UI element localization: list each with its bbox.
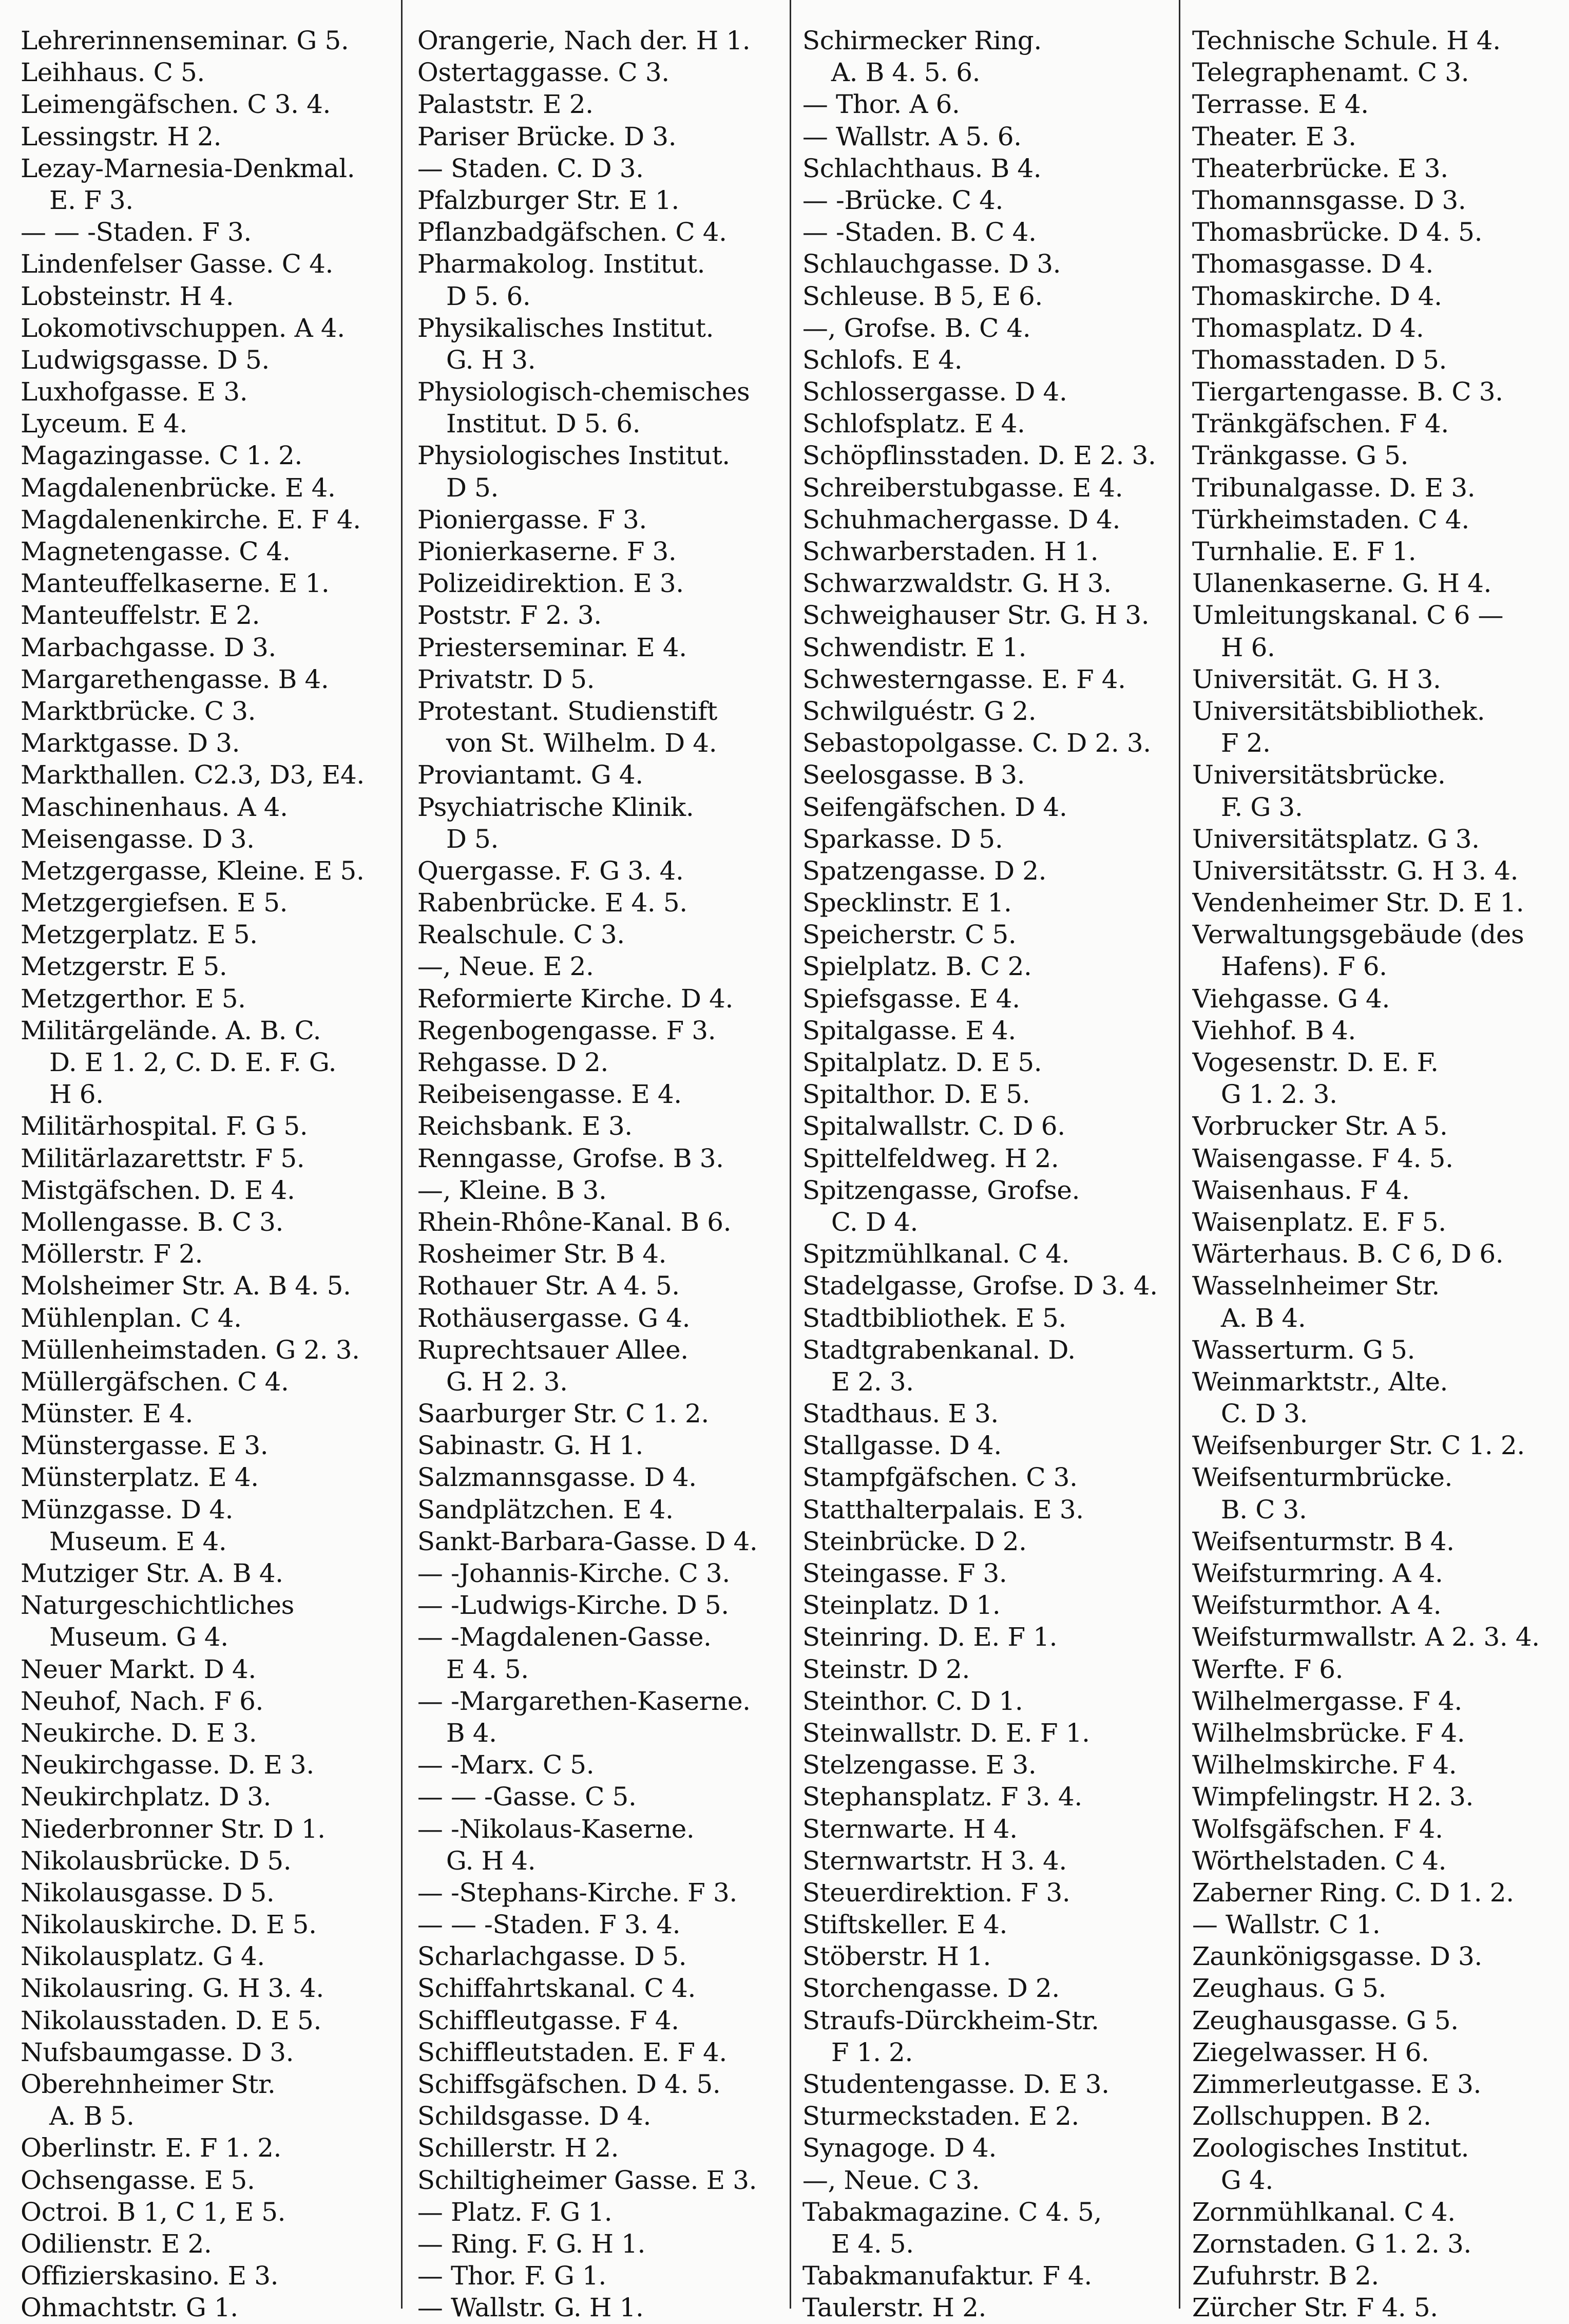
index-entry: Steinwallstr. D. E. F 1. xyxy=(802,1718,1090,1748)
index-entry: Niederbronner Str. D 1. xyxy=(21,1814,326,1844)
index-entry: Molsheimer Str. A. B 4. 5. xyxy=(21,1271,351,1301)
index-entry: Ostertaggasse. C 3. xyxy=(417,58,669,88)
index-entry: Thomasbrücke. D 4. 5. xyxy=(1192,217,1483,247)
index-entry: Priesterseminar. E 4. xyxy=(417,632,687,662)
index-entry: Spielplatz. B. C 2. xyxy=(802,951,1032,982)
index-entry: — Thor. A 6. xyxy=(802,89,960,120)
index-entry: Quergasse. F. G 3. 4. xyxy=(417,855,684,886)
index-entry: Zoologisches Institut. xyxy=(1192,2133,1469,2163)
index-entry: Steinring. D. E. F 1. xyxy=(802,1622,1058,1652)
index-entry: Wörthelstaden. C 4. xyxy=(1192,1845,1447,1876)
index-entry: Magdalenenbrücke. E 4. xyxy=(21,472,336,503)
index-entry: Münstergasse. E 3. xyxy=(21,1431,269,1461)
index-entry: Saarburger Str. C 1. 2. xyxy=(417,1399,709,1429)
index-entry: Schiffahrtskanal. C 4. xyxy=(417,1973,696,2004)
index-entry: von St. Wilhelm. D 4. xyxy=(446,728,717,758)
index-entry: D. E 1. 2, C. D. E. F. G. xyxy=(49,1047,337,1077)
index-entry: Zeughausgasse. G 5. xyxy=(1192,2005,1459,2035)
index-entry: Maschinenhaus. A 4. xyxy=(21,792,288,822)
index-entry: Schiffleutgasse. F 4. xyxy=(417,2005,679,2035)
index-entry: Metzgerthor. E 5. xyxy=(21,983,246,1014)
index-entry: Schwarberstaden. H 1. xyxy=(802,537,1099,566)
index-entry: Steinbrücke. D 2. xyxy=(802,1526,1027,1556)
index-entry: Meisengasse. D 3. xyxy=(21,824,255,854)
index-entry: Palaststr. E 2. xyxy=(417,89,594,120)
index-entry: — -Marx. C 5. xyxy=(417,1750,595,1780)
index-entry: Spitalgasse. E 4. xyxy=(802,1015,1016,1045)
index-entry: Schiltigheimer Gasse. E 3. xyxy=(417,2165,757,2195)
index-entry: Neukirchplatz. D 3. xyxy=(21,1782,272,1812)
index-entry: Wärterhaus. B. C 6, D 6. xyxy=(1192,1239,1504,1269)
index-entry: —, Neue. E 2. xyxy=(417,951,594,982)
index-entry: A. B 4. xyxy=(1220,1303,1306,1333)
index-entry: Neukirche. D. E 3. xyxy=(21,1718,257,1748)
index-entry: Thomasplatz. D 4. xyxy=(1192,313,1424,343)
index-entry: — -Staden. B. C 4. xyxy=(802,217,1037,247)
index-entry: — — -Staden. F 3. 4. xyxy=(417,1910,681,1940)
index-entry: Universitätsbrücke. xyxy=(1192,760,1446,790)
index-entry: Münsterplatz. E 4. xyxy=(21,1462,259,1493)
index-entry: Universitätsplatz. G 3. xyxy=(1192,824,1480,854)
index-entry: Oberlinstr. E. F 1. 2. xyxy=(21,2133,281,2163)
index-entry: Zimmerleutgasse. E 3. xyxy=(1192,2069,1482,2099)
index-entry: Vogesenstr. D. E. F. xyxy=(1192,1047,1439,1077)
index-entry: Weifsenturmbrücke. xyxy=(1192,1462,1453,1493)
index-entry: Museum. G 4. xyxy=(49,1622,228,1652)
index-entry: Weifsturmthor. A 4. xyxy=(1192,1590,1442,1621)
index-entry: Nikolausring. G. H 3. 4. xyxy=(21,1973,324,2004)
index-entry: Physiologisch-chemisches xyxy=(417,377,750,407)
index-entry: Mutziger Str. A. B 4. xyxy=(21,1558,283,1588)
index-entry: Schreiberstubgasse. E 4. xyxy=(802,472,1123,503)
index-entry: — Thor. F. G 1. xyxy=(417,2261,606,2291)
index-entry: Möllerstr. F 2. xyxy=(21,1239,203,1269)
index-entry: F 1. 2. xyxy=(831,2037,913,2067)
column-rule xyxy=(790,0,791,2309)
index-entry: Thomasstaden. D 5. xyxy=(1192,345,1447,375)
index-entry: Schwendistr. E 1. xyxy=(802,632,1027,662)
index-entry: — -Stephans-Kirche. F 3. xyxy=(417,1877,737,1908)
index-entry: Weifsturmring. A 4. xyxy=(1192,1558,1443,1588)
index-entry: Stadthaus. E 3. xyxy=(802,1399,999,1429)
index-entry: Lyceum. E 4. xyxy=(21,409,187,439)
index-entry: Schiffsgäfschen. D 4. 5. xyxy=(417,2069,721,2099)
index-entry: Verwaltungsgebäude (des xyxy=(1192,920,1524,950)
index-entry: Theaterbrücke. E 3. xyxy=(1192,153,1448,183)
index-entry: H 6. xyxy=(1220,632,1275,662)
index-column-4 xyxy=(1179,11,1559,2323)
index-entry: Wolfsgäfschen. F 4. xyxy=(1192,1814,1443,1844)
index-entry: Markthallen. C2.3, D3, E4. xyxy=(21,760,365,790)
index-entry: Marktbrücke. C 3. xyxy=(21,696,256,726)
index-entry: Turnhalie. E. F 1. xyxy=(1192,537,1417,566)
index-entry: Polizeidirektion. E 3. xyxy=(417,568,684,599)
index-entry: Hafens). F 6. xyxy=(1220,951,1387,982)
index-entry: Psychiatrische Klinik. xyxy=(417,792,694,822)
index-entry: Umleitungskanal. C 6 — xyxy=(1192,600,1504,631)
index-entry: Nikolausgasse. D 5. xyxy=(21,1877,275,1908)
index-entry: Nikolausstaden. D. E 5. xyxy=(21,2005,321,2035)
index-entry: C. D 3. xyxy=(1220,1399,1308,1429)
index-entry: — Platz. F. G 1. xyxy=(417,2197,613,2227)
index-entry: Spitzengasse, Grofse. xyxy=(802,1175,1080,1205)
index-entry: Lobsteinstr. H 4. xyxy=(21,281,234,311)
index-entry: Schlofs. E 4. xyxy=(802,345,963,375)
index-entry: Rehgasse. D 2. xyxy=(417,1047,608,1077)
index-entry: Vorbrucker Str. A 5. xyxy=(1192,1111,1448,1141)
index-entry: Nikolausbrücke. D 5. xyxy=(21,1845,292,1876)
index-entry: Physiologisches Institut. xyxy=(417,441,730,471)
index-entry: Viehgasse. G 4. xyxy=(1192,983,1390,1014)
index-entry: Offizierskasino. E 3. xyxy=(21,2261,279,2291)
index-entry: Seifengäfschen. D 4. xyxy=(802,792,1067,822)
index-entry: Spittelfeldweg. H 2. xyxy=(802,1143,1059,1173)
index-entry: Spatzengasse. D 2. xyxy=(802,855,1047,886)
index-entry: Türkheimstaden. C 4. xyxy=(1192,504,1469,535)
index-entry: — Staden. C. D 3. xyxy=(417,153,644,183)
index-entry: Neuhof, Nach. F 6. xyxy=(21,1686,264,1716)
index-entry: Seelosgasse. B 3. xyxy=(802,760,1025,790)
index-entry: Lokomotivschuppen. A 4. xyxy=(21,313,345,343)
index-entry: Magdalenenkirche. E. F 4. xyxy=(21,504,361,535)
index-entry: Stampfgäfschen. C 3. xyxy=(802,1462,1078,1493)
index-entry: D 5. xyxy=(446,472,499,503)
index-entry: Zornmühlkanal. C 4. xyxy=(1192,2197,1456,2227)
index-entry: Schwilguéstr. G 2. xyxy=(802,696,1037,726)
index-entry: Synagoge. D 4. xyxy=(802,2133,997,2163)
index-entry: Wilhelmskirche. F 4. xyxy=(1192,1750,1457,1780)
index-entry: Sabinastr. G. H 1. xyxy=(417,1431,643,1461)
index-entry: Wasserturm. G 5. xyxy=(1192,1335,1415,1365)
index-entry: Pioniergasse. F 3. xyxy=(417,504,647,535)
index-entry: F. G 3. xyxy=(1220,792,1303,822)
index-entry: Viehhof. B 4. xyxy=(1192,1015,1356,1045)
index-entry: —, Grofse. B. C 4. xyxy=(802,313,1031,343)
index-entry: E 4. 5. xyxy=(831,2228,914,2259)
index-entry: Stöberstr. H 1. xyxy=(802,1941,991,1972)
index-entry: Tabakmagazine. C 4. 5, xyxy=(802,2197,1102,2227)
index-entry: Zaunkönigsgasse. D 3. xyxy=(1192,1941,1482,1972)
index-entry: Schuhmachergasse. D 4. xyxy=(802,504,1121,535)
index-entry: Stadtgrabenkanal. D. xyxy=(802,1335,1076,1365)
index-entry: Rhein-Rhône-Kanal. B 6. xyxy=(417,1207,732,1237)
index-entry: Spitalwallstr. C. D 6. xyxy=(802,1111,1065,1141)
index-entry: Octroi. B 1, C 1, E 5. xyxy=(21,2197,286,2227)
index-entry: Statthalterpalais. E 3. xyxy=(802,1494,1084,1525)
index-entry: Stallgasse. D 4. xyxy=(802,1431,1002,1461)
index-entry: Speicherstr. C 5. xyxy=(802,920,1017,950)
index-entry: Specklinstr. E 1. xyxy=(802,888,1012,918)
index-entry: Lindenfelser Gasse. C 4. xyxy=(21,249,334,279)
index-entry: Marktgasse. D 3. xyxy=(21,728,240,758)
index-entry: Sankt-Barbara-Gasse. D 4. xyxy=(417,1526,758,1556)
index-entry: Leihhaus. C 5. xyxy=(21,58,205,88)
index-entry: Ruprechtsauer Allee. xyxy=(417,1335,688,1365)
index-entry: Waisenplatz. E. F 5. xyxy=(1192,1207,1446,1237)
index-entry: Poststr. F 2. 3. xyxy=(417,600,602,631)
index-entry: Neuer Markt. D 4. xyxy=(21,1654,256,1684)
index-entry: Privatstr. D 5. xyxy=(417,664,595,694)
index-entry: Tränkgasse. G 5. xyxy=(1192,441,1409,471)
index-entry: Magnetengasse. C 4. xyxy=(21,537,291,566)
index-entry: Spitalplatz. D. E 5. xyxy=(802,1047,1042,1077)
column-rule xyxy=(1179,0,1180,2309)
index-entry: Sturmeckstaden. E 2. xyxy=(802,2101,1079,2131)
index-entry: Vendenheimer Str. D. E 1. xyxy=(1192,888,1524,918)
index-entry: Tränkgäfschen. F 4. xyxy=(1192,409,1449,439)
index-entry: Pharmakolog. Institut. xyxy=(417,249,705,279)
index-entry: Zaberner Ring. C. D 1. 2. xyxy=(1192,1877,1514,1908)
index-entry: Schwarzwaldstr. G. H 3. xyxy=(802,568,1112,599)
index-entry: B 4. xyxy=(446,1718,497,1748)
index-entry: Marbachgasse. D 3. xyxy=(21,632,276,662)
index-entry: Salzmannsgasse. D 4. xyxy=(417,1462,697,1493)
index-entry: Manteuffelstr. E 2. xyxy=(21,600,260,631)
index-entry: Mollengasse. B. C 3. xyxy=(21,1207,283,1237)
index-entry: D 5. 6. xyxy=(446,281,531,311)
index-entry: — Wallstr. C 1. xyxy=(1192,1910,1381,1940)
index-entry: Terrasse. E 4. xyxy=(1192,89,1369,120)
index-entry: Oberehnheimer Str. xyxy=(21,2069,276,2099)
index-entry: — -Nikolaus-Kaserne. xyxy=(417,1814,695,1844)
index-entry: Tiergartengasse. B. C 3. xyxy=(1192,377,1503,407)
index-entry: Spitalthor. D. E 5. xyxy=(802,1079,1030,1110)
index-entry: Schiffleutstaden. E. F 4. xyxy=(417,2037,727,2067)
index-entry: Zeughaus. G 5. xyxy=(1192,1973,1387,2004)
index-entry: Universitätsstr. G. H 3. 4. xyxy=(1192,855,1519,886)
index-entry: Nufsbaumgasse. D 3. xyxy=(21,2037,294,2067)
index-entry: F 2. xyxy=(1220,728,1271,758)
index-entry: Pflanzbadgäfschen. C 4. xyxy=(417,217,727,247)
index-entry: Zornstaden. G 1. 2. 3. xyxy=(1192,2228,1471,2259)
index-entry: Weinmarktstr., Alte. xyxy=(1192,1366,1448,1397)
index-entry: Luxhofgasse. E 3. xyxy=(21,377,248,407)
index-entry: — -Margarethen-Kaserne. xyxy=(417,1686,751,1716)
index-entry: — -Johannis-Kirche. C 3. xyxy=(417,1558,730,1588)
index-entry: Zürcher Str. F 4. 5. xyxy=(1192,2293,1438,2323)
index-entry: Zufuhrstr. B 2. xyxy=(1192,2261,1379,2291)
index-entry: — Wallstr. G. H 1. xyxy=(417,2293,644,2323)
index-entry: Technische Schule. H 4. xyxy=(1192,26,1501,55)
index-entry: Stiftskeller. E 4. xyxy=(802,1910,1008,1940)
index-entry: Sparkasse. D 5. xyxy=(802,824,1003,854)
index-entry: Reibeisengasse. E 4. xyxy=(417,1079,682,1110)
index-entry: D 5. xyxy=(446,824,499,854)
index-entry: Schildsgasse. D 4. xyxy=(417,2101,651,2131)
index-entry: Militärlazarettstr. F 5. xyxy=(21,1143,305,1173)
index-entry: Proviantamt. G 4. xyxy=(417,760,643,790)
index-entry: Wimpfelingstr. H 2. 3. xyxy=(1192,1782,1474,1812)
index-entry: Reichsbank. E 3. xyxy=(417,1111,633,1141)
index-entry: Thomasgasse. D 4. xyxy=(1192,249,1433,279)
index-entry: Steinstr. D 2. xyxy=(802,1654,970,1684)
index-entry: Schleuse. B 5, E 6. xyxy=(802,281,1043,311)
index-entry: Protestant. Studienstift xyxy=(417,696,717,726)
index-entry: Regenbogengasse. F 3. xyxy=(417,1015,716,1045)
index-entry: Schweighauser Str. G. H 3. xyxy=(802,600,1150,631)
index-entry: Stadtbibliothek. E 5. xyxy=(802,1303,1066,1333)
index-entry: Lezay-Marnesia-Denkmal. xyxy=(21,153,355,183)
index-entry: Wasselnheimer Str. xyxy=(1192,1271,1440,1301)
index-entry: Metzgergiefsen. E 5. xyxy=(21,888,288,918)
index-entry: Steinplatz. D 1. xyxy=(802,1590,1001,1621)
index-entry: Rabenbrücke. E 4. 5. xyxy=(417,888,687,918)
index-entry: — Wallstr. A 5. 6. xyxy=(802,121,1022,151)
index-entry: Renngasse, Grofse. B 3. xyxy=(417,1143,724,1173)
index-entry: Waisenhaus. F 4. xyxy=(1192,1175,1410,1205)
index-entry: G. H 4. xyxy=(446,1845,536,1876)
index-entry: C. D 4. xyxy=(831,1207,919,1237)
index-entry: Institut. D 5. 6. xyxy=(446,409,641,439)
index-entry: Steinthor. C. D 1. xyxy=(802,1686,1023,1716)
index-entry: — — -Gasse. C 5. xyxy=(417,1782,637,1812)
index-entry: Sternwartstr. H 3. 4. xyxy=(802,1845,1067,1876)
index-entry: Metzgergasse, Kleine. E 5. xyxy=(21,855,365,886)
index-entry: —, Neue. C 3. xyxy=(802,2165,980,2195)
index-entry: Münster. E 4. xyxy=(21,1399,194,1429)
index-entry: Sternwarte. H 4. xyxy=(802,1814,1018,1844)
index-entry: —, Kleine. B 3. xyxy=(417,1175,607,1205)
index-entry: Metzgerstr. E 5. xyxy=(21,951,227,982)
index-entry: Rothäusergasse. G 4. xyxy=(417,1303,691,1333)
index-entry: Studentengasse. D. E 3. xyxy=(802,2069,1109,2099)
index-entry: Schlofsplatz. E 4. xyxy=(802,409,1025,439)
index-entry: Schlossergasse. D 4. xyxy=(802,377,1067,407)
index-entry: Naturgeschichtliches xyxy=(21,1590,294,1621)
index-entry: Taulerstr. H 2. xyxy=(802,2293,986,2323)
index-entry: Ziegelwasser. H 6. xyxy=(1192,2037,1429,2067)
index-entry: Schillerstr. H 2. xyxy=(417,2133,619,2163)
index-entry: Ochsengasse. E 5. xyxy=(21,2165,255,2195)
index-entry: E 2. 3. xyxy=(831,1366,914,1397)
index-entry: Münzgasse. D 4. xyxy=(21,1494,234,1525)
index-entry: Sandplätzchen. E 4. xyxy=(417,1494,674,1525)
index-entry: — -Magdalenen-Gasse. xyxy=(417,1622,712,1652)
index-entry: E. F 3. xyxy=(49,185,133,215)
index-entry: Weifsenturmstr. B 4. xyxy=(1192,1526,1455,1556)
index-entry: Schwesterngasse. E. F 4. xyxy=(802,664,1126,694)
index-entry: Lehrerinnenseminar. G 5. xyxy=(21,26,349,55)
index-column-1 xyxy=(10,11,407,2323)
index-entry: Telegraphenamt. C 3. xyxy=(1192,58,1469,88)
index-entry: Werfte. F 6. xyxy=(1192,1654,1344,1684)
index-entry: Rothauer Str. A 4. 5. xyxy=(417,1271,680,1301)
index-entry: G 4. xyxy=(1220,2165,1273,2195)
index-entry: Universitätsbibliothek. xyxy=(1192,696,1485,726)
index-entry: Straufs-Dürckheim-Str. xyxy=(802,2005,1099,2035)
index-entry: Neukirchgasse. D. E 3. xyxy=(21,1750,314,1780)
index-entry: Spitzmühlkanal. C 4. xyxy=(802,1239,1070,1269)
index-entry: Thomaskirche. D 4. xyxy=(1192,281,1442,311)
index-entry: Müllenheimstaden. G 2. 3. xyxy=(21,1335,360,1365)
index-entry: Tabakmanufaktur. F 4. xyxy=(802,2261,1092,2291)
index-entry: Pariser Brücke. D 3. xyxy=(417,121,677,151)
index-entry: Pionierkaserne. F 3. xyxy=(417,537,677,566)
index-entry: Stadelgasse, Grofse. D 3. 4. xyxy=(802,1271,1158,1301)
index-entry: Storchengasse. D 2. xyxy=(802,1973,1060,2004)
index-entry: Pfalzburger Str. E 1. xyxy=(417,185,679,215)
index-entry: Physikalisches Institut. xyxy=(417,313,714,343)
index-entry: G 1. 2. 3. xyxy=(1220,1079,1337,1110)
index-entry: Manteuffelkaserne. E 1. xyxy=(21,568,330,599)
index-entry: Militärhospital. F. G 5. xyxy=(21,1111,308,1141)
index-entry: Thomannsgasse. D 3. xyxy=(1192,185,1466,215)
index-entry: Ludwigsgasse. D 5. xyxy=(21,345,270,375)
index-entry: Steuerdirektion. F 3. xyxy=(802,1877,1070,1908)
index-entry: — -Ludwigs-Kirche. D 5. xyxy=(417,1590,729,1621)
index-entry: A. B 5. xyxy=(49,2101,135,2131)
index-entry: Spiefsgasse. E 4. xyxy=(802,983,1020,1014)
index-entry: Universität. G. H 3. xyxy=(1192,664,1441,694)
index-entry: Schlachthaus. B 4. xyxy=(802,153,1042,183)
index-entry: Sebastopolgasse. C. D 2. 3. xyxy=(802,728,1151,758)
index-entry: Schöpflinsstaden. D. E 2. 3. xyxy=(802,441,1156,471)
index-column-3 xyxy=(792,11,1179,2323)
index-entry: Schirmecker Ring. xyxy=(802,26,1042,55)
index-entry: Militärgelände. A. B. C. xyxy=(21,1015,321,1045)
index-entry: Tribunalgasse. D. E 3. xyxy=(1192,472,1476,503)
index-entry: Stelzengasse. E 3. xyxy=(802,1750,1037,1780)
index-entry: Stephansplatz. F 3. 4. xyxy=(802,1782,1082,1812)
index-entry: Leimengäfschen. C 3. 4. xyxy=(21,89,331,120)
index-entry: G. H 2. 3. xyxy=(446,1366,568,1397)
index-entry: Weifsturmwallstr. A 2. 3. 4. xyxy=(1192,1622,1540,1652)
index-entry: Orangerie, Nach der. H 1. xyxy=(417,26,751,55)
index-entry: B. C 3. xyxy=(1220,1494,1307,1525)
index-entry: Waisengasse. F 4. 5. xyxy=(1192,1143,1453,1173)
index-entry: Schlauchgasse. D 3. xyxy=(802,249,1061,279)
index-entry: Ulanenkaserne. G. H 4. xyxy=(1192,568,1491,599)
index-entry: G. H 3. xyxy=(446,345,536,375)
index-entry: — — -Staden. F 3. xyxy=(21,217,252,247)
index-entry: Mühlenplan. C 4. xyxy=(21,1303,242,1333)
index-entry: Museum. E 4. xyxy=(49,1526,227,1556)
index-entry: Nikolausplatz. G 4. xyxy=(21,1941,265,1972)
index-entry: Mistgäfschen. D. E 4. xyxy=(21,1175,295,1205)
index-entry: Lessingstr. H 2. xyxy=(21,121,222,151)
index-entry: Zollschuppen. B 2. xyxy=(1192,2101,1431,2131)
index-entry: Reformierte Kirche. D 4. xyxy=(417,983,733,1014)
index-entry: H 6. xyxy=(49,1079,104,1110)
index-entry: — -Brücke. C 4. xyxy=(802,185,1004,215)
index-entry: Scharlachgasse. D 5. xyxy=(417,1941,687,1972)
index-entry: Müllergäfschen. C 4. xyxy=(21,1366,289,1397)
index-entry: Weifsenburger Str. C 1. 2. xyxy=(1192,1431,1525,1461)
index-entry: Metzgerplatz. E 5. xyxy=(21,920,258,950)
index-entry: Wilhelmergasse. F 4. xyxy=(1192,1686,1462,1716)
index-entry: Margarethengasse. B 4. xyxy=(21,664,329,694)
index-entry: — Ring. F. G. H 1. xyxy=(417,2228,646,2259)
index-entry: Magazingasse. C 1. 2. xyxy=(21,441,302,471)
index-entry: Realschule. C 3. xyxy=(417,920,625,950)
index-entry: Steingasse. F 3. xyxy=(802,1558,1007,1588)
index-entry: Rosheimer Str. B 4. xyxy=(417,1239,667,1269)
index-entry: Wilhelmsbrücke. F 4. xyxy=(1192,1718,1465,1748)
index-entry: Odilienstr. E 2. xyxy=(21,2228,212,2259)
index-entry: Theater. E 3. xyxy=(1192,121,1356,151)
index-entry: E 4. 5. xyxy=(446,1654,529,1684)
index-entry: Ohmachtstr. G 1. xyxy=(21,2293,238,2323)
index-column-2 xyxy=(407,11,792,2323)
index-entry: A. B 4. 5. 6. xyxy=(831,58,981,88)
index-entry: Nikolauskirche. D. E 5. xyxy=(21,1910,317,1940)
column-rule xyxy=(401,0,403,2309)
